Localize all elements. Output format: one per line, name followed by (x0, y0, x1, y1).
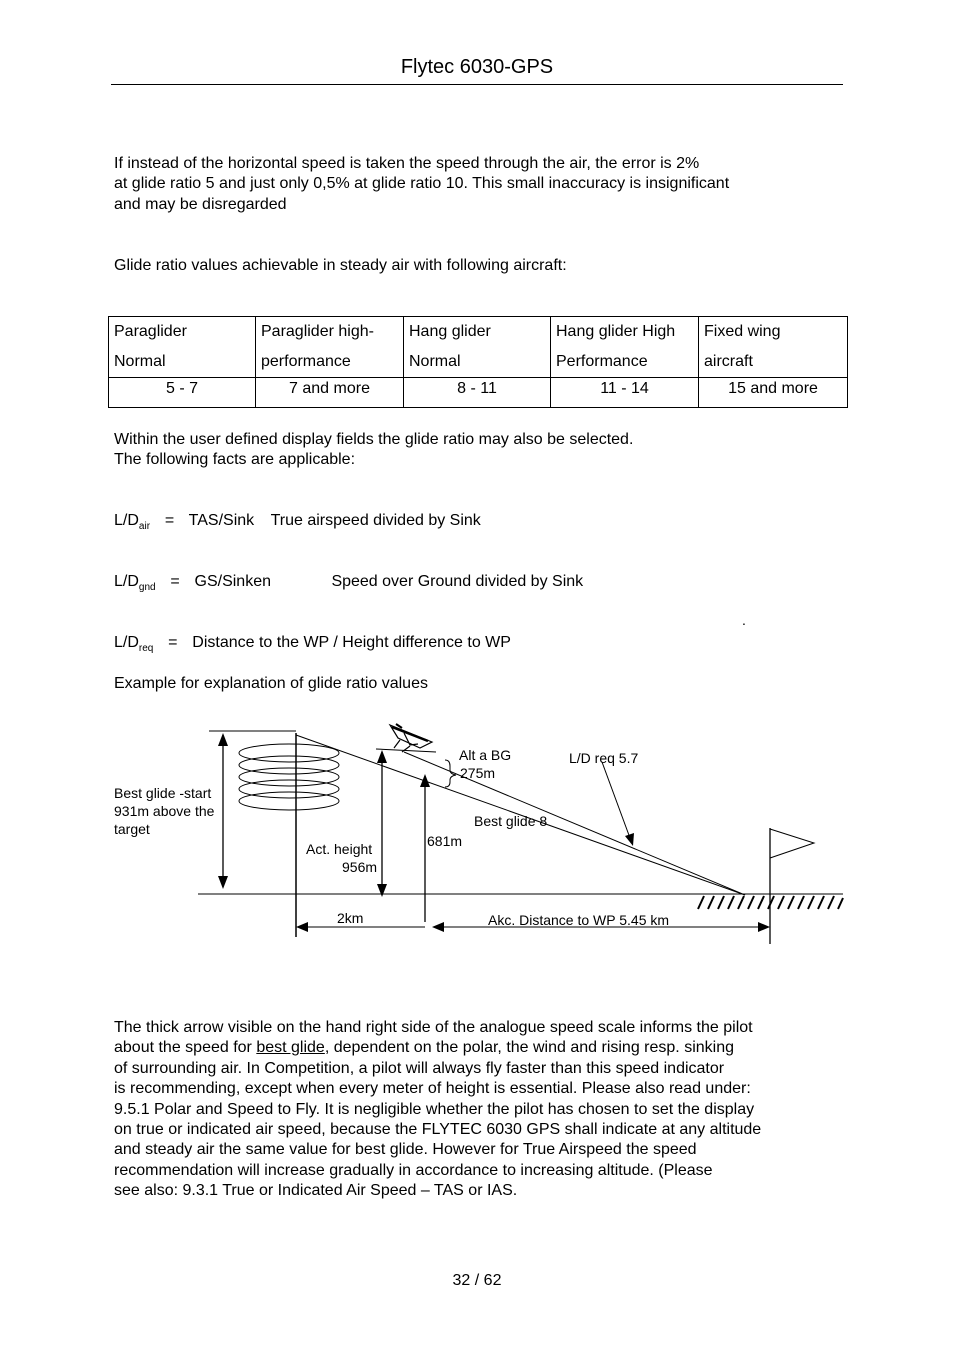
hang-glider-icon (390, 724, 432, 752)
formula-ld-gnd: $L/D_{gnd}$ = GS/Sinken Speed over Ground divided by Sink (114, 573, 584, 593)
table-cell: 7 and more (256, 378, 404, 408)
paragraph-line: 9.5.1 Polar and Speed to Fly. It is negligible whether the pilot has chosen to set the display (114, 1100, 755, 1118)
required-glide-line (404, 752, 745, 895)
paragraph-line: Within the user defined display fields the glide ratio may also be selected. (114, 431, 634, 448)
table-cell: 11 - 14 (551, 378, 699, 408)
table-header-cell: Hang glider High Performance (551, 317, 699, 378)
formula-ld-air: $L/D_{air}$ = TAS/Sink True airspeed divided by Sink (114, 512, 481, 532)
table-cell: 8 - 11 (404, 378, 551, 408)
alt-a-bg-label: Alt a BG (459, 747, 512, 763)
best-glide-link[interactable]: best glide (256, 1039, 325, 1057)
intro-line: If instead of the horizontal speed is taken the speed through the air, the error is 2% (114, 155, 700, 172)
paragraph-line: and steady air the same value for best glide. However for True Airspeed the speed (114, 1141, 697, 1159)
page-number: 32 / 62 (452, 1272, 502, 1289)
formula-ld-req: $L/D_{req}$ = Distance to the WP / Height difference to WP (114, 634, 511, 654)
arrow-up-head (218, 733, 228, 746)
table-header-cell: Paraglider Normal (109, 317, 256, 378)
distance-2km-label: 2km (337, 910, 364, 926)
best-glide-paragraph (114, 1018, 761, 1202)
alt-value-label: 275m (460, 765, 496, 781)
paragraph-line: is recommending, except when every meter of height is essential. Please also read under: (114, 1080, 751, 1098)
act-height-label: Act. height (306, 841, 373, 857)
thermal-spiral (239, 744, 339, 810)
table-cell: 5 - 7 (109, 378, 256, 408)
ld-req-label: L/D req 5.7 (569, 750, 639, 766)
best-glide-start-label: Best glide -start 931m above the target (114, 785, 215, 837)
height-681-label: 681m (427, 833, 463, 849)
arrow-down-head (218, 876, 228, 889)
paragraph-line: The following facts are applicable: (114, 451, 356, 469)
glide-ratio-intro: Glide ratio values achievable in steady air with following aircraft: (114, 257, 567, 274)
table-cell: 15 and more (699, 378, 848, 408)
paragraph-line: The thick arrow visible on the hand right side of the analogue speed scale informs the pilot (114, 1019, 753, 1036)
ld-req-pointer (602, 762, 630, 838)
example-title: Example for explanation of glide ratio values (114, 675, 428, 692)
table-header-cell: Paraglider high- performance (256, 317, 404, 378)
paragraph-line: recommendation will increase gradually in accordance to increasing altitude. (Please (114, 1161, 713, 1179)
act-height-value: 956m (342, 859, 378, 875)
intro-line: at glide ratio 5 and just only 0,5% at glide ratio 10. This small inaccuracy is insignificant (114, 175, 730, 193)
page-header-title: Flytec 6030-GPS (400, 56, 554, 78)
akc-distance-label: Akc. Distance to WP 5.45 km (488, 912, 670, 928)
table-header-cell: Hang glider Normal (404, 317, 551, 378)
target-flag (770, 829, 814, 858)
stray-dot: . (742, 612, 746, 628)
paragraph-line: of surrounding air. In Competition, a pilot will always fly faster than this speed indicator (114, 1059, 725, 1077)
paragraph-line: about the speed for best glide, dependent on the polar, the wind and rising resp. sinking (114, 1039, 734, 1057)
paragraph-line: see also: 9.3.1 True or Indicated Air Speed – TAS or IAS. (114, 1182, 518, 1200)
intro-line: and may be disregarded (114, 195, 287, 213)
best-glide-label: Best glide 8 (474, 813, 548, 829)
paragraph-line: on true or indicated air speed, because the FLYTEC 6030 GPS shall indicate at any altitude (114, 1121, 762, 1139)
table-header-cell: Fixed wing aircraft (699, 317, 848, 378)
